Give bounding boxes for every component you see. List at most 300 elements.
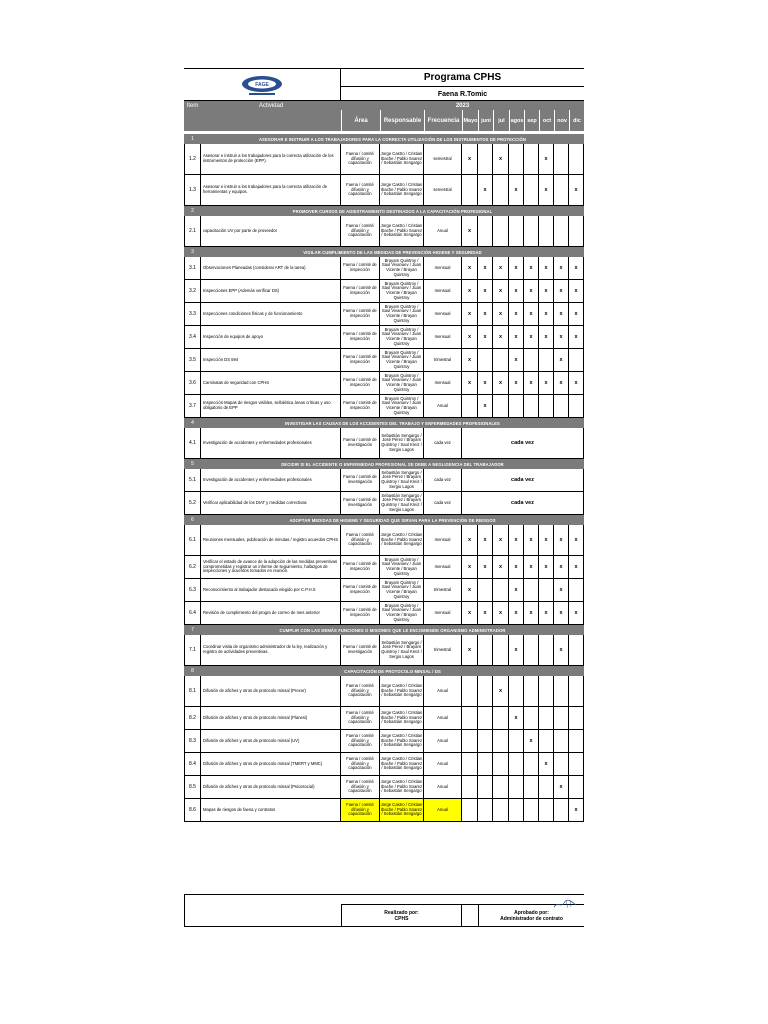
row-responsable: Jorge Castro / Cristian Ibache / Pablo Soarez / Sebastián Sengargo (380, 776, 424, 799)
row-responsable: Brayam Quintroy / Saul Vivanuev / Juan Vicente / Brayan Quintroy (380, 395, 424, 418)
month-mark-cell (509, 799, 524, 822)
month-mark-cell (478, 635, 493, 666)
row-frecuencia: semestral (424, 175, 462, 206)
month-mark-cell: x (524, 280, 539, 303)
month-header: jul (493, 110, 509, 131)
month-mark-cell: x (478, 395, 493, 418)
month-mark-cell: x (493, 676, 509, 707)
row-activity: Asesorar e instruir a los trabajadores para la correcta utilización de los instrumentos de protección (EPP). (201, 144, 341, 175)
month-mark-cell (462, 676, 478, 707)
row-responsable: Sebastián Sengargo / José Pérez / Brayam Quintroy / Saul Kreiz / Sergio Lagos (380, 469, 424, 492)
row-responsable: Brayam Quintroy / Saul Vivanuev / Juan Vicente / Brayan Quintroy (380, 579, 424, 602)
section-header-row (184, 459, 584, 469)
table-row (184, 216, 584, 247)
row-frecuencia: mensual (424, 556, 462, 579)
row-responsable: Brayam Quintroy / Saul Vivanuev / Juan Vicente / Brayan Quintroy (380, 556, 424, 579)
month-mark-cell: x (524, 730, 539, 753)
row-frecuencia: semestral (424, 144, 462, 175)
month-mark-cell (462, 753, 478, 776)
month-mark-cell (524, 395, 539, 418)
month-mark-cell: x (462, 257, 478, 280)
section-number: 5 (191, 461, 194, 467)
month-mark-cell: x (569, 280, 584, 303)
section-number: 2 (191, 208, 194, 214)
row-item-number: 3.4 (184, 326, 201, 349)
table-row (184, 579, 584, 602)
logo-text: FAGE (255, 81, 269, 88)
month-mark-cell: x (539, 602, 554, 625)
row-activity: Revisión de cumplimiento del progra de correo de mes anterior (201, 602, 341, 625)
made-by-box (341, 904, 462, 927)
month-mark-cell (569, 753, 584, 776)
signature-footer (184, 894, 584, 926)
logo-area (184, 69, 341, 102)
row-responsable: Jorge Castro / Cristian Ibache / Pablo Soarez / Sebastián Sengargo (380, 707, 424, 730)
month-header: sep (524, 110, 539, 131)
month-mark-cell: x (569, 556, 584, 579)
section-title: ASESORAR E INSTRUIR A LOS TRABAJADORES PARA LA CORRECTA UTILIZACIÓN DE LOS INSTRUMENTOS DE PROTECCIÓN (258, 136, 527, 142)
month-mark-cell: x (569, 372, 584, 395)
row-frecuencia: Anual (424, 753, 462, 776)
month-mark-cell: x (462, 326, 478, 349)
table-row (184, 469, 584, 492)
made-by-label: Realizado por: (384, 909, 419, 916)
row-activity: capacitación UV por parte de proveedor (201, 216, 341, 247)
month-mark-cell: x (554, 372, 569, 395)
row-frecuencia: cada vez (424, 492, 462, 515)
month-mark-cell (539, 707, 554, 730)
month-mark-cell: x (493, 602, 509, 625)
row-responsable: Sebastián Sengargo / José Pérez / Brayam Quintroy / Saul Kreiz / Sergio Lagos (380, 492, 424, 515)
month-mark-cell (493, 753, 509, 776)
month-mark-cell: x (554, 257, 569, 280)
row-item-number: 8.5 (184, 776, 201, 799)
month-mark-cell (493, 349, 509, 372)
month-mark-cell: x (493, 372, 509, 395)
month-mark-cell: x (493, 144, 509, 175)
month-mark-cell (554, 216, 569, 247)
row-area: Faena / comité de investigación (341, 428, 380, 459)
month-mark-cell: x (462, 349, 478, 372)
section-number: 8 (191, 668, 194, 674)
month-mark-cell: x (509, 635, 524, 666)
month-mark-cell (569, 776, 584, 799)
table-row (184, 349, 584, 372)
table-row (184, 635, 584, 666)
cphs-program-sheet (184, 68, 584, 926)
table-row (184, 144, 584, 175)
month-mark-cell (493, 776, 509, 799)
month-mark-cell (509, 730, 524, 753)
section-header-row (184, 418, 584, 428)
row-responsable: Sebastián Sengargo / José Pérez / Brayam Quintroy / Saul Kreiz / Sergio Lagos (380, 635, 424, 666)
month-mark-cell (554, 144, 569, 175)
section-header-row (184, 515, 584, 525)
month-header: juni (478, 110, 493, 131)
row-area: Faena / comité difusión y capacitación (341, 707, 380, 730)
row-area: Faena / comité de inspección (341, 372, 380, 395)
row-merged-schedule: cada vez (462, 492, 584, 515)
month-mark-cell (493, 395, 509, 418)
year-header: 2023 (455, 102, 470, 109)
row-area: Faena / comité difusión y capacitación (341, 676, 380, 707)
month-mark-cell (478, 216, 493, 247)
row-activity: Reuniones mensuales, publicación de minutas / registro acuerdos CPHS (201, 525, 341, 556)
table-row (184, 395, 584, 418)
column-header-blank (184, 110, 341, 131)
month-mark-cell: x (493, 525, 509, 556)
row-area: Faena / comité difusión y capacitación (341, 144, 380, 175)
month-mark-cell: x (554, 635, 569, 666)
month-mark-cell (539, 216, 554, 247)
section-title: VIGILAR CUMPLIMIENTO DE LAS MEDIDAS DE PREVENCIÓN HIGIENE Y SEGURIDAD (303, 249, 482, 255)
month-mark-cell: x (524, 257, 539, 280)
month-mark-cell (462, 175, 478, 206)
month-mark-cell (509, 753, 524, 776)
month-mark-cell (554, 395, 569, 418)
table-row (184, 525, 584, 556)
row-activity: Verificar el estado de avance de la adopción de las medidas preventivas comprometidas y registrar un informe de seguimiento, hallazgos de inspecciones y acuerdos tomados en reunión. (201, 556, 341, 579)
section-header-row (184, 134, 584, 144)
section-header-row (184, 625, 584, 635)
row-area: Faena / comité de inspección (341, 579, 380, 602)
month-mark-cell: x (462, 303, 478, 326)
month-mark-cell (539, 730, 554, 753)
row-responsable: Jorge Castro / Cristian Ibache / Pablo Soarez / Sebastián Sengargo (380, 525, 424, 556)
month-mark-cell (478, 753, 493, 776)
month-mark-cell (493, 216, 509, 247)
month-mark-cell: x (462, 556, 478, 579)
row-activity: Inspecciones condiciones físicas y de funcionamiento (201, 303, 341, 326)
row-frecuencia: trimestral (424, 579, 462, 602)
table-row (184, 175, 584, 206)
approved-by-label: Aprobado por: (514, 909, 549, 916)
month-mark-cell: x (554, 303, 569, 326)
section-title: PROMOVER CURSOS DE ADIESTRAMIENTO DESTINADOS A LA CAPACITACIÓN PROFESIONAL (292, 208, 493, 214)
row-area: Faena / comité de inspección (341, 395, 380, 418)
row-responsable: Jorge Castro / Cristian Ibache / Pablo Soarez / Sebastián Sengargo (380, 730, 424, 753)
page-subtitle: Faena R.Tomic (437, 91, 488, 98)
month-mark-cell (554, 676, 569, 707)
month-mark-cell (539, 776, 554, 799)
table-row (184, 799, 584, 822)
year-header-row (184, 101, 584, 110)
row-item-number: 1.3 (184, 175, 201, 206)
row-responsable: Jorge Castro / Cristian Ibache / Pablo Soarez / Sebastián Sengargo (380, 799, 424, 822)
month-mark-cell (539, 635, 554, 666)
month-mark-cell (524, 707, 539, 730)
section-header-row (184, 247, 584, 257)
section-title: CAPACITACIÓN DE PROTOCOLO MINSAL / DS (344, 668, 441, 674)
row-item-number: 2.1 (184, 216, 201, 247)
month-mark-cell (569, 349, 584, 372)
signature-icon (552, 899, 578, 909)
month-mark-cell: x (478, 372, 493, 395)
month-mark-cell: x (462, 579, 478, 602)
month-mark-cell: x (478, 257, 493, 280)
month-mark-cell (539, 349, 554, 372)
month-mark-cell: x (569, 602, 584, 625)
month-mark-cell (462, 707, 478, 730)
row-responsable: Brayam Quintroy / Saul Vivanuev / Juan Vicente / Brayan Quintroy (380, 303, 424, 326)
row-responsable: Jorge Castro / Cristian Ibache / Pablo Soarez / Sebastián Sengargo (380, 216, 424, 247)
month-mark-cell (478, 799, 493, 822)
month-mark-cell: x (478, 602, 493, 625)
row-activity: Difusión de afiches y otros de protocolo minsal (UV) (201, 730, 341, 753)
month-header: Mayo (462, 110, 478, 131)
month-mark-cell: x (539, 326, 554, 349)
row-activity: Inspección DS 594 (201, 349, 341, 372)
row-activity: Investigación de accidentes y enfermedades profesionales (201, 428, 341, 459)
row-responsable: Brayam Quintroy / Saul Vivanuev / Juan Vicente / Brayan Quintroy (380, 280, 424, 303)
row-merged-schedule: cada vez (462, 469, 584, 492)
table-row (184, 730, 584, 753)
row-responsable: Brayam Quintroy / Saul Vivanuev / Juan Vicente / Brayan Quintroy (380, 326, 424, 349)
made-by-value: CPHS (394, 915, 409, 922)
month-mark-cell: x (554, 349, 569, 372)
row-activity: Coordinar visita de organismo administrador de la ley, realización y registro de actividades preventivas. (201, 635, 341, 666)
row-activity: Verificar aplicabilidad de los DIAT y medidas correctivas (201, 492, 341, 515)
table-row (184, 556, 584, 579)
section-number: 3 (191, 249, 194, 255)
section-header-row (184, 206, 584, 216)
row-activity: Difusión de afiches y otros de protocolo minsal (Planesi) (201, 707, 341, 730)
month-mark-cell: x (493, 326, 509, 349)
row-item-number: 3.7 (184, 395, 201, 418)
month-mark-cell: x (493, 556, 509, 579)
row-item-number: 3.3 (184, 303, 201, 326)
row-item-number: 6.4 (184, 602, 201, 625)
month-mark-cell (554, 175, 569, 206)
table-row (184, 492, 584, 515)
month-mark-cell (478, 730, 493, 753)
month-mark-cell: x (462, 372, 478, 395)
row-activity: Inspección de equipos de apoyo (201, 326, 341, 349)
row-responsable: Jorge Castro / Cristian Ibache / Pablo Soarez / Sebastián Sengargo (380, 144, 424, 175)
row-frecuencia: Anual (424, 676, 462, 707)
month-mark-cell (524, 579, 539, 602)
month-mark-cell: x (462, 216, 478, 247)
month-mark-cell: x (554, 556, 569, 579)
month-mark-cell: x (509, 326, 524, 349)
month-mark-cell (478, 707, 493, 730)
month-mark-cell (539, 579, 554, 602)
row-item-number: 6.1 (184, 525, 201, 556)
month-mark-cell (478, 579, 493, 602)
row-responsable: Jorge Castro / Cristian Ibache / Pablo Soarez / Sebastián Sengargo (380, 676, 424, 707)
month-mark-cell (462, 776, 478, 799)
row-merged-schedule: cada vez (462, 428, 584, 459)
activity-header: Actividad (258, 102, 284, 109)
row-frecuencia: mensual (424, 257, 462, 280)
month-mark-cell (554, 730, 569, 753)
table-row (184, 602, 584, 625)
month-mark-cell (524, 799, 539, 822)
column-header-row (184, 110, 584, 131)
footer-blank (184, 895, 341, 927)
month-mark-cell (509, 776, 524, 799)
month-header: agos (509, 110, 524, 131)
month-mark-cell: x (478, 175, 493, 206)
month-mark-cell: x (569, 303, 584, 326)
month-mark-cell (462, 730, 478, 753)
row-area: Faena / comité de inspección (341, 257, 380, 280)
month-mark-cell: x (554, 776, 569, 799)
month-mark-cell (569, 216, 584, 247)
month-mark-cell: x (539, 372, 554, 395)
month-mark-cell: x (462, 635, 478, 666)
row-item-number: 8.6 (184, 799, 201, 822)
row-area: Faena / comité difusión y capacitación (341, 525, 380, 556)
row-area: Faena / comité de inspección (341, 602, 380, 625)
month-mark-cell: x (509, 602, 524, 625)
row-activity: Reconocimiento al trabajador destacado elegido por C.P.H.S (201, 579, 341, 602)
month-mark-cell (509, 395, 524, 418)
table-row (184, 280, 584, 303)
month-mark-cell (554, 799, 569, 822)
table-row (184, 776, 584, 799)
row-frecuencia: trimestral (424, 635, 462, 666)
month-mark-cell: x (462, 602, 478, 625)
row-area: Faena / comité de inspección (341, 280, 380, 303)
row-frecuencia: cada vez (424, 469, 462, 492)
month-mark-cell (569, 707, 584, 730)
month-mark-cell: x (478, 303, 493, 326)
table-row (184, 676, 584, 707)
section-number: 1 (191, 136, 194, 142)
row-responsable: Jorge Castro / Cristian Ibache / Pablo Soarez / Sebastián Sengargo (380, 753, 424, 776)
month-mark-cell: x (462, 525, 478, 556)
month-mark-cell: x (478, 556, 493, 579)
row-frecuencia: cada vez (424, 428, 462, 459)
month-mark-cell (569, 635, 584, 666)
row-area: Faena / comité difusión y capacitación (341, 753, 380, 776)
month-mark-cell: x (509, 349, 524, 372)
month-mark-cell: x (509, 280, 524, 303)
month-mark-cell: x (462, 144, 478, 175)
month-mark-cell (509, 216, 524, 247)
row-responsable: Brayam Quintroy / Saul Vivanuev / Juan Vicente / Brayan Quintroy (380, 602, 424, 625)
month-mark-cell: x (509, 707, 524, 730)
row-responsable: Brayam Quintroy / Saul Vivanuev / Juan Vicente / Brayan Quintroy (380, 372, 424, 395)
row-item-number: 8.1 (184, 676, 201, 707)
month-mark-cell: x (524, 326, 539, 349)
table-row (184, 257, 584, 280)
month-mark-cell (524, 676, 539, 707)
row-area: Faena / comité difusión y capacitación (341, 175, 380, 206)
month-mark-cell (462, 395, 478, 418)
month-mark-cell (478, 144, 493, 175)
month-mark-cell: x (569, 799, 584, 822)
month-mark-cell (493, 707, 509, 730)
section-title: ADOPTAR MEDIDAS DE HIGIENE Y SEGURIDAD QUE SIRVAN PARA LA PREVENCIÓN DE RIESGOS (289, 517, 496, 523)
month-mark-cell: x (509, 175, 524, 206)
row-item-number: 5.2 (184, 492, 201, 515)
footer-gap (462, 904, 479, 927)
month-header: dic (569, 110, 584, 131)
frecuencia-header: Frecuencia (424, 110, 462, 131)
row-area: Faena / comité difusión y capacitación (341, 799, 380, 822)
row-item-number: 3.2 (184, 280, 201, 303)
month-mark-cell (524, 216, 539, 247)
month-mark-cell: x (524, 303, 539, 326)
month-mark-cell: x (539, 144, 554, 175)
month-mark-cell (539, 799, 554, 822)
row-item-number: 3.5 (184, 349, 201, 372)
row-frecuencia: mensual (424, 372, 462, 395)
month-mark-cell: x (539, 257, 554, 280)
section-number: 4 (191, 420, 194, 426)
month-mark-cell: x (569, 257, 584, 280)
section-number: 7 (191, 627, 194, 633)
table-row (184, 753, 584, 776)
row-item-number: 7.1 (184, 635, 201, 666)
month-mark-cell: x (554, 326, 569, 349)
row-area: Faena / comité difusión y capacitación (341, 730, 380, 753)
month-mark-cell (478, 349, 493, 372)
month-mark-cell: x (524, 372, 539, 395)
approved-by-box (479, 904, 584, 927)
month-mark-cell: x (509, 579, 524, 602)
row-area: Faena / comité difusión y capacitación (341, 776, 380, 799)
month-mark-cell: x (569, 326, 584, 349)
month-mark-cell (493, 799, 509, 822)
month-mark-cell (569, 579, 584, 602)
month-mark-cell (524, 753, 539, 776)
responsable-header: Responsable (380, 110, 424, 131)
row-responsable: Brayam Quintroy / Saul Vivanuev / Juan Vicente / Brayan Quintroy (380, 257, 424, 280)
row-area: Faena / comité de inspección (341, 303, 380, 326)
row-activity: Difusión de afiches y otros de protocolo minsal (TMERT y MMC) (201, 753, 341, 776)
month-mark-cell (493, 175, 509, 206)
section-number: 6 (191, 517, 194, 523)
month-mark-cell (509, 676, 524, 707)
row-frecuencia: mensual (424, 525, 462, 556)
row-frecuencia: Anual (424, 799, 462, 822)
table-row (184, 303, 584, 326)
month-mark-cell (493, 635, 509, 666)
row-frecuencia: Anual (424, 707, 462, 730)
month-mark-cell: x (539, 303, 554, 326)
row-item-number: 8.4 (184, 753, 201, 776)
row-frecuencia: mensual (424, 280, 462, 303)
page-title: Programa CPHS (341, 69, 584, 87)
month-mark-cell (524, 635, 539, 666)
month-mark-cell (478, 676, 493, 707)
row-responsable: Jorge Castro / Cristian Ibache / Pablo Soarez / Sebastián Sengargo (380, 175, 424, 206)
row-frecuencia: Anual (424, 395, 462, 418)
month-mark-cell (493, 579, 509, 602)
area-header: Área (341, 110, 380, 131)
row-item-number: 1.2 (184, 144, 201, 175)
month-mark-cell (554, 753, 569, 776)
month-mark-cell: x (493, 280, 509, 303)
month-mark-cell: x (478, 326, 493, 349)
month-mark-cell (569, 395, 584, 418)
month-mark-cell: x (539, 280, 554, 303)
month-mark-cell: x (569, 525, 584, 556)
row-activity: Difusión de afiches y otros de protocolo minsal (Prexor) (201, 676, 341, 707)
company-logo-icon (239, 75, 285, 97)
row-item-number: 8.2 (184, 707, 201, 730)
month-mark-cell (462, 799, 478, 822)
month-mark-cell (509, 144, 524, 175)
row-activity: Observaciones Planeadas (considerar ART de la tarea) (201, 257, 341, 280)
row-item-number: 3.1 (184, 257, 201, 280)
table-row (184, 326, 584, 349)
month-mark-cell (569, 676, 584, 707)
row-activity: Asesorar e instruir a los trabajadores para la correcta utilización de herramientas y equipos. (201, 175, 341, 206)
